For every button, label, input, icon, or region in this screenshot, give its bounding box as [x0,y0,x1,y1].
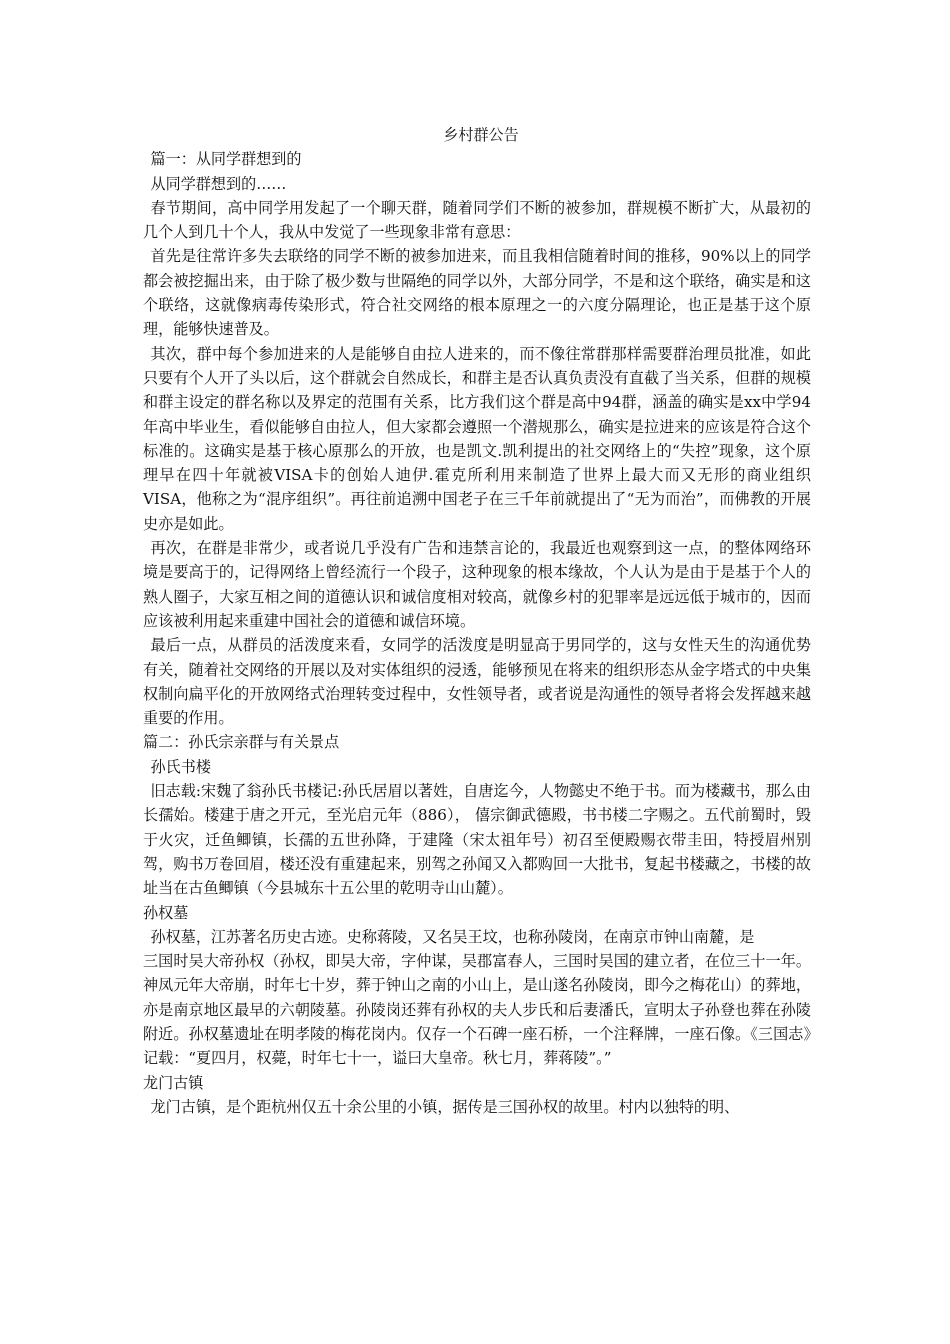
paragraph: 三国时吴大帝孙权（孙权，即吴大帝，字仲谋，吴郡富春人，三国时吴国的建立者，在位三十一年。神凤元年大帝崩，时年七十岁，葬于钟山之南的小山上，是山遂名孙陵岗，即今之梅花山）的葬地，亦是南京地区最早的六朝陵墓。孙陵岗还葬有孙权的夫人步氏和后妻潘氏，宣明太子孙登也葬在孙陵附近。孙权墓遗址在明孝陵的梅花岗内。仅存一个石碑一座石桥，一个注释牌，一座石像。《三国志》记载：“夏四月，权薨，时年七十一，谥曰大皇帝。秋七月，葬蒋陵”。” [143,952,811,1068]
paragraph: 再次，在群是非常少，或者说几乎没有广告和违禁言论的，我最近也观察到这一点，的整体网络环境是要高于的，记得网络上曾经流行一个段子，这种现象的根本缘故，个人认为是由于是基于个人的熟人圈子，大家互相之间的道德认识和诚信度相对较高，就像乡村的犯罪率是远远低于城市的，因而应该被利用起来重建中国社会的道德和诚信环境。 [143,539,811,630]
document-page [143,123,811,1119]
section-subheading: 从同学群想到的…… [150,174,287,193]
paragraph: 孙权墓，江苏著名历史古迹。史称蒋陵，又名吴王坟，也称孙陵岗，在南京市钟山南麓，是 [150,927,755,946]
paragraph: 其次，群中每个参加进来的人是能够自由拉人进来的，而不像往常群那样需要群治理员批准，如此只要有个人开了头以后，这个群就会自然成长，和群主是否认真负责没有直截了当关系，但群的规模和群主设定的群名称以及界定的范围有关系，比方我们这个群是高中94群，涵盖的确实是xx中学94年高中毕业生，看似能够自由拉人，但大家都会遵照一个潜规那么，确实是拉进来的应该是符合这个标准的。这确实是基于核心原那么的开放，也是凯文.凯利提出的社交网络上的“失控”现象，这个原理早在四十年就被VISA卡的创始人迪伊.霍克所利用来制造了世界上最大而又无形的商业组织VISA，他称之为“混序组织”。再往前追溯中国老子在三千年前就提出了“无为而治”，而佛教的开展史亦是如此。 [143,344,811,533]
entry-heading: 孙权墓 [143,903,189,922]
paragraph: 旧志载:宋魏了翁孙氏书楼记:孙氏居眉以著姓，自唐迄今，人物懿史不绝于书。而为楼藏书，那么由长孺始。楼建于唐之开元，至光启元年（886）， 僖宗御武德殿，书书楼二字赐之。五代前蜀时，毁于火灾，迁鱼鲫镇，长孺的五世孙降，于建隆（宋太祖年号）初召至便殿赐衣带圭田，特授眉州别驾，购书万卷回眉，楼还没有重建起来，别驾之孙闻又入都购回一大批书，复起书楼藏之，书楼的故址当在古鱼鲫镇（今县城东十五公里的乾明寺山山麓）。 [143,782,811,898]
entry-heading: 孙氏书楼 [150,757,211,776]
paragraph: 最后一点，从群员的活泼度来看，女同学的活泼度是明显高于男同学的，这与女性天生的沟通优势有关，随着社交网络的开展以及对实体组织的浸透，能够预见在将来的组织形态从金字塔式的中央集权制向扁平化的开放网络式治理转变过程中，女性领导者，或者说是沟通性的领导者将会发挥越来越重要的作用。 [143,636,811,728]
paragraph: 春节期间，高中同学用发起了一个聊天群，随着同学们不断的被参加，群规模不断扩大，从最初的几个人到几十个人，我从中发觉了一些现象非常有意思： [143,198,811,242]
section-heading: 篇二：孙氏宗亲群与有关景点 [143,733,340,752]
entry-heading: 龙门古镇 [143,1073,204,1092]
paragraph: 首先是往常许多失去联络的同学不断的被参加进来，而且我相信随着时间的推移，90%以上的同学都会被挖掘出来，由于除了极少数与世隔绝的同学以外，大部分同学，不是和这个联络，确实是和这个联络，这就像病毒传染形式，符合社交网络的根本原理之一的六度分隔理论，也正是基于这个原理，能够快速普及。 [143,247,811,339]
section-heading: 篇一：从同学群想到的 [150,150,302,169]
paragraph: 龙门古镇，是个距杭州仅五十余公里的小镇，据传是三国孙权的故里。村内以独特的明、 [150,1097,740,1116]
document-title: 乡村群公告 [443,126,519,144]
